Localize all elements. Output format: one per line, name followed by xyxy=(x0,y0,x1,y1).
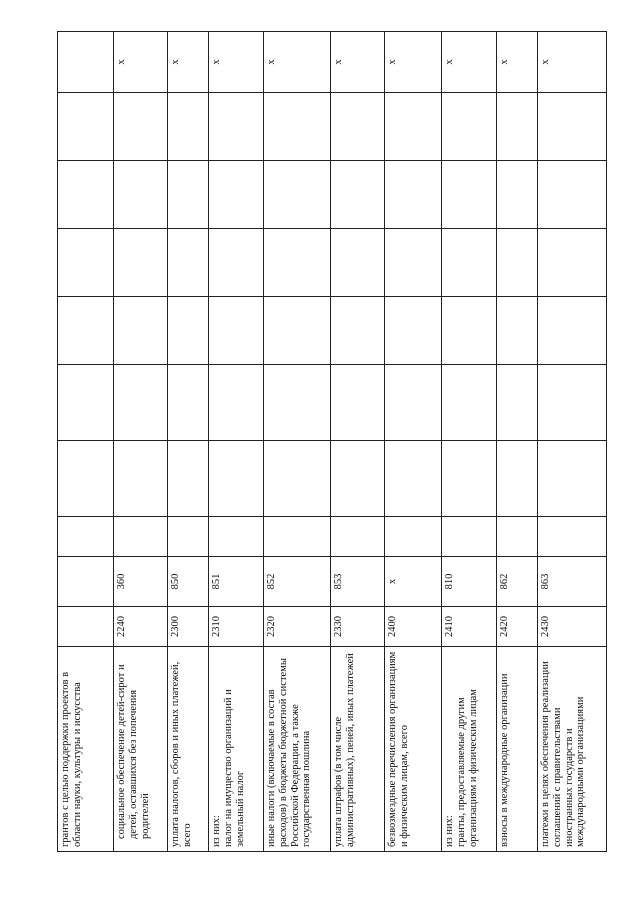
empty-cell xyxy=(58,229,114,297)
table-row xyxy=(538,32,607,852)
empty-cell xyxy=(264,161,331,229)
row-last-mark xyxy=(58,32,114,93)
table-row xyxy=(114,32,168,852)
empty-cell xyxy=(385,365,442,441)
row-last-mark: х xyxy=(331,32,385,93)
empty-cell xyxy=(331,93,385,161)
empty-cell xyxy=(331,365,385,441)
row-last-mark: х xyxy=(114,32,168,93)
row-name: социальное обеспечение детей-сирот и детей, оставшихся без попечения родителей xyxy=(114,647,168,852)
row-name: из них: налог на имущество организаций и земельный налог xyxy=(209,647,264,852)
empty-cell xyxy=(168,365,209,441)
row-code: 2300 xyxy=(168,607,209,647)
empty-cell xyxy=(497,441,538,517)
empty-cell xyxy=(331,161,385,229)
empty-cell xyxy=(264,93,331,161)
table-row xyxy=(442,32,497,852)
empty-cell xyxy=(168,229,209,297)
row-name: безвозмездные перечисления организациям и физическим лицам, всего xyxy=(385,647,442,852)
empty-cell xyxy=(209,365,264,441)
financial-table xyxy=(57,31,607,852)
empty-cell xyxy=(264,517,331,557)
empty-cell xyxy=(114,161,168,229)
empty-cell xyxy=(58,297,114,365)
empty-cell xyxy=(209,93,264,161)
empty-cell xyxy=(209,297,264,365)
empty-cell xyxy=(538,229,607,297)
row-kvr xyxy=(58,557,114,607)
row-kvr: х xyxy=(385,557,442,607)
row-last-mark: х xyxy=(442,32,497,93)
empty-cell xyxy=(442,93,497,161)
empty-cell xyxy=(264,229,331,297)
table-row xyxy=(168,32,209,852)
row-kvr: 862 xyxy=(497,557,538,607)
empty-cell xyxy=(114,93,168,161)
empty-cell xyxy=(538,441,607,517)
empty-cell xyxy=(209,229,264,297)
row-last-mark: х xyxy=(538,32,607,93)
empty-cell xyxy=(264,297,331,365)
row-name: иные налоги (включаемые в состав расходов) в бюджеты бюджетной системы Российской Федерации, а также государственная пошлина xyxy=(264,647,331,852)
row-code: 2310 xyxy=(209,607,264,647)
empty-cell xyxy=(168,441,209,517)
empty-cell xyxy=(442,297,497,365)
empty-cell xyxy=(497,297,538,365)
empty-cell xyxy=(58,517,114,557)
row-code: 2320 xyxy=(264,607,331,647)
empty-cell xyxy=(497,161,538,229)
empty-cell xyxy=(497,365,538,441)
row-kvr: 852 xyxy=(264,557,331,607)
empty-cell xyxy=(442,161,497,229)
row-kvr: 863 xyxy=(538,557,607,607)
table-row xyxy=(331,32,385,852)
empty-cell xyxy=(58,365,114,441)
row-name: уплата штрафов (в том числе административных), пеней, иных платежей xyxy=(331,647,385,852)
empty-cell xyxy=(114,365,168,441)
empty-cell xyxy=(442,517,497,557)
empty-cell xyxy=(538,365,607,441)
table-row xyxy=(264,32,331,852)
table-row xyxy=(209,32,264,852)
empty-cell xyxy=(538,161,607,229)
empty-cell xyxy=(442,229,497,297)
empty-cell xyxy=(497,517,538,557)
empty-cell xyxy=(331,297,385,365)
empty-cell xyxy=(538,517,607,557)
row-name: взносы в международные организации xyxy=(497,647,538,852)
row-kvr: 360 xyxy=(114,557,168,607)
row-last-mark: х xyxy=(385,32,442,93)
row-name: из них: гранты, предоставляемые другим организациям и физическим лицам xyxy=(442,647,497,852)
row-last-mark: х xyxy=(497,32,538,93)
row-kvr: 810 xyxy=(442,557,497,607)
empty-cell xyxy=(58,441,114,517)
row-code: 2410 xyxy=(442,607,497,647)
empty-cell xyxy=(385,161,442,229)
row-last-mark: х xyxy=(209,32,264,93)
empty-cell xyxy=(385,297,442,365)
row-name: платежи в целях обеспечения реализации соглашений с правительствами иностранных государств и международными организациями xyxy=(538,647,607,852)
empty-cell xyxy=(168,93,209,161)
table-row xyxy=(58,32,114,852)
empty-cell xyxy=(442,441,497,517)
empty-cell xyxy=(168,297,209,365)
row-kvr: 853 xyxy=(331,557,385,607)
empty-cell xyxy=(331,441,385,517)
empty-cell xyxy=(168,517,209,557)
row-name: уплата налогов, сборов и иных платежей, всего xyxy=(168,647,209,852)
row-code: 2420 xyxy=(497,607,538,647)
empty-cell xyxy=(331,517,385,557)
empty-cell xyxy=(385,229,442,297)
empty-cell xyxy=(331,229,385,297)
row-last-mark: х xyxy=(264,32,331,93)
empty-cell xyxy=(168,161,209,229)
empty-cell xyxy=(209,517,264,557)
row-code: 2430 xyxy=(538,607,607,647)
empty-cell xyxy=(114,441,168,517)
empty-cell xyxy=(442,365,497,441)
empty-cell xyxy=(58,93,114,161)
empty-cell xyxy=(538,297,607,365)
empty-cell xyxy=(497,93,538,161)
empty-cell xyxy=(114,517,168,557)
empty-cell xyxy=(385,441,442,517)
row-code: 2400 xyxy=(385,607,442,647)
table-body xyxy=(58,32,607,852)
empty-cell xyxy=(114,297,168,365)
rotated-table-wrapper xyxy=(57,32,606,852)
row-code: 2330 xyxy=(331,607,385,647)
empty-cell xyxy=(385,517,442,557)
empty-cell xyxy=(264,365,331,441)
empty-cell xyxy=(538,93,607,161)
empty-cell xyxy=(385,93,442,161)
table-row xyxy=(385,32,442,852)
empty-cell xyxy=(264,441,331,517)
empty-cell xyxy=(114,229,168,297)
row-kvr: 851 xyxy=(209,557,264,607)
empty-cell xyxy=(497,229,538,297)
row-code: 2240 xyxy=(114,607,168,647)
table-row xyxy=(497,32,538,852)
row-name: грантов с целью поддержки проектов в области науки, культуры и искусства xyxy=(58,647,114,852)
row-kvr: 850 xyxy=(168,557,209,607)
row-code xyxy=(58,607,114,647)
empty-cell xyxy=(209,441,264,517)
empty-cell xyxy=(209,161,264,229)
empty-cell xyxy=(58,161,114,229)
row-last-mark: х xyxy=(168,32,209,93)
